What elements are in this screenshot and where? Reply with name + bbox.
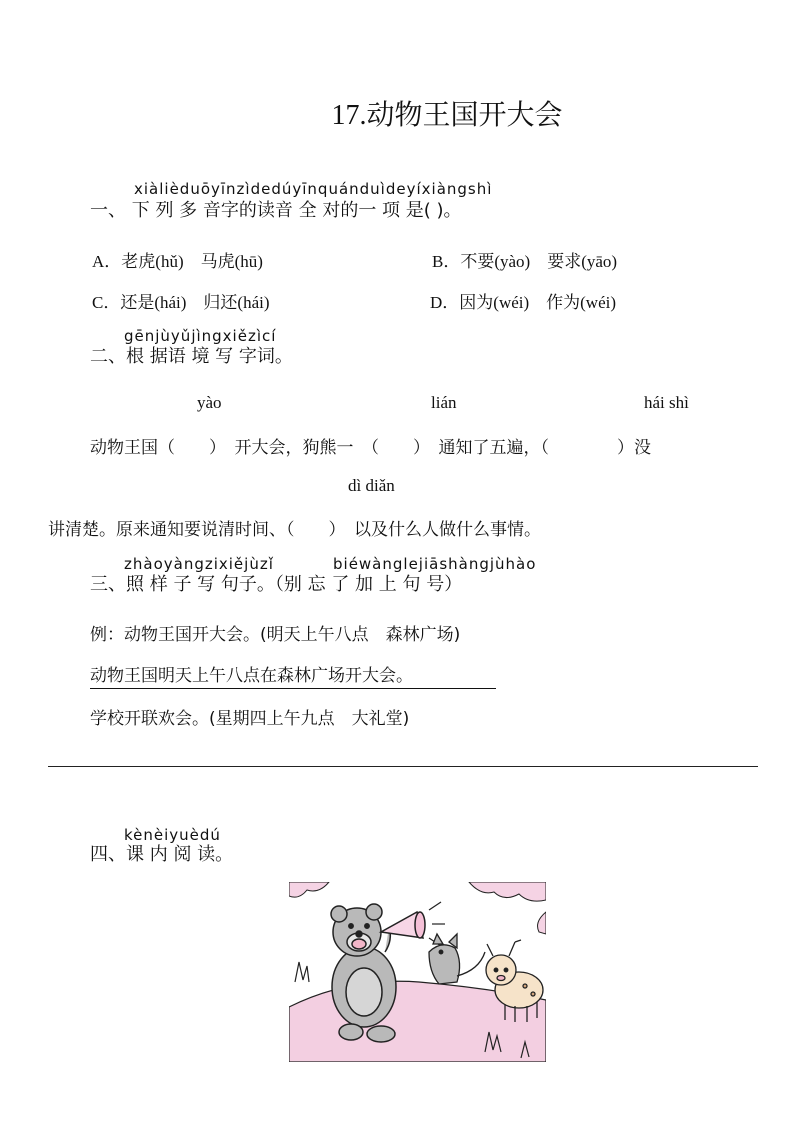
q2-sentence-line-1: 动物王国（ ） 开大会，狗熊一 （ ） 通知了五遍，（ ）没 xyxy=(90,438,651,458)
bear-megaphone-illustration xyxy=(289,882,546,1062)
q3-pinyin-right: biéwànglejiāshàngjùhào xyxy=(333,555,537,573)
q2-sentence-line-2: 讲清楚。原来通知要说清时间、（ ） 以及什么人做什么事情。 xyxy=(48,520,541,540)
q2-heading: 二、根 据语 境 写 字词。 xyxy=(90,346,293,367)
divider-line xyxy=(48,766,758,767)
q3-task: 学校开联欢会。(星期四上午九点 大礼堂) xyxy=(90,709,410,729)
q3-example: 例：动物王国开大会。(明天上午八点 森林广场) xyxy=(90,625,461,645)
q3-heading: 三、照 样 子 写 句子。（别 忘 了 加 上 句 号） xyxy=(90,574,463,595)
q2-pinyin-word-4: dì diǎn xyxy=(348,476,395,495)
q1-option-d: D．因为(wéi) 作为(wéi) xyxy=(430,293,617,312)
q3-example-answer: 动物王国明天上午八点在森林广场开大会。 xyxy=(90,661,496,689)
q3-pinyin-left: zhàoyàngzixiějùzǐ xyxy=(124,555,274,573)
q2-pinyin: gēnjùyǔjìngxiězìcí xyxy=(124,327,277,345)
q2-pinyin-word-2: lián xyxy=(431,393,457,412)
q4-heading: 四、课 内 阅 读。 xyxy=(90,844,234,865)
q4-pinyin: kènèiyuèdú xyxy=(124,826,221,844)
q1-heading: 一、 下 列 多 音字的读音 全 对的一 项 是( )。 xyxy=(90,200,462,221)
q1-pinyin: xiàlièduōyīnzìdedúyīnquánduìdeyíxiàngshì xyxy=(134,180,493,198)
q1-option-c: C．还是(hái) 归还(hái) xyxy=(92,293,270,312)
page-title: 17.动物王国开大会 xyxy=(331,100,563,131)
q1-option-b: B．不要(yào) 要求(yāo) xyxy=(432,252,618,271)
q2-pinyin-word-3: hái shì xyxy=(644,393,689,412)
q1-option-a: A．老虎(hǔ) 马虎(hū) xyxy=(92,252,263,271)
q2-pinyin-word-1: yào xyxy=(197,393,222,412)
